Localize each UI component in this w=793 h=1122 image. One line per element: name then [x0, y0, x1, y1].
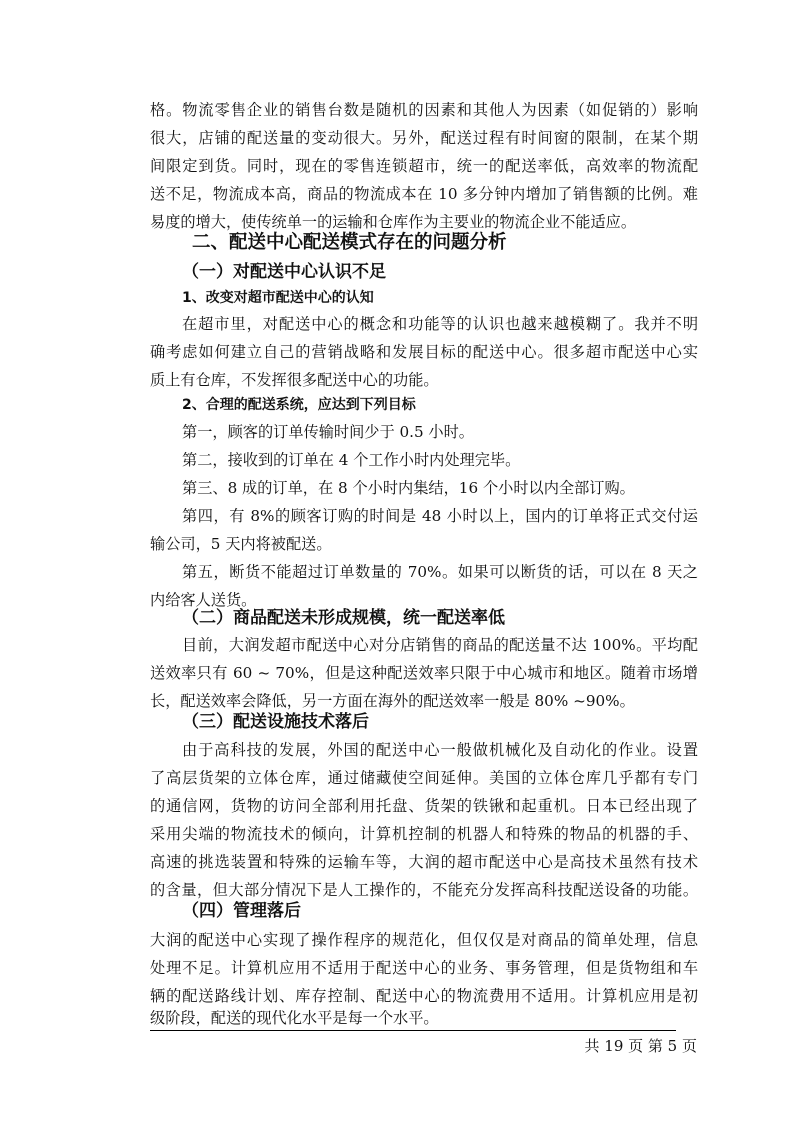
text-line: 第二，接收到的订单在 4 个工作小时内处理完毕。: [182, 451, 521, 469]
text-line: 第三、8 成的订单，在 8 个小时内集结，16 个小时以内全部订购。: [182, 479, 635, 497]
section-heading: 二、配送中心配送模式存在的问题分析: [192, 232, 507, 253]
text-line: 的通信网，货物的访问全部利用托盘、货架的铁锹和起重机。日本已经出现了: [150, 797, 698, 815]
text-line: 级阶段，配送的现代化水平是每一个水平。: [150, 1009, 439, 1027]
text-line: 第四，有 8%的顾客订购的时间是 48 小时以上，国内的订单将正式交付运: [182, 507, 698, 525]
text-line: 的含量，但大部分情况下是人工操作的，不能充分发挥高科技配送设备的功能。: [150, 881, 698, 899]
footer-rule: [150, 1030, 676, 1031]
text-line: 易度的增大，使传统单一的运输和仓库作为主要业的物流企业不能适应。: [150, 213, 636, 231]
text-line: 送效率只有 60 ~ 70%，但是这种配送效率只限于中心城市和地区。随着市场增: [150, 664, 698, 682]
item-heading: 2、合理的配送系统，应达到下列目标: [182, 397, 416, 413]
text-line: 长，配送效率会降低，另一方面在海外的配送效率一般是 80% ~90%。: [150, 692, 635, 710]
text-line: 目前，大润发超市配送中心对分店销售的商品的配送量不达 100%。平均配: [182, 636, 698, 654]
text-line: 确考虑如何建立自己的营销战略和发展目标的配送中心。很多超市配送中心实: [150, 343, 698, 361]
subsection-heading: （四）管理落后: [182, 901, 301, 921]
item-heading: 1、改变对超市配送中心的认知: [182, 290, 374, 306]
text-line: 高速的挑选装置和特殊的运输车等，大润的超市配送中心是高技术虽然有技术: [150, 853, 698, 871]
text-line: 采用尖端的物流技术的倾向，计算机控制的机器人和特殊的物品的机器的手、: [150, 825, 698, 843]
page-number: 共 19 页 第 5 页: [584, 1037, 697, 1055]
text-line: 由于高科技的发展，外国的配送中心一般做机械化及自动化的作业。设置: [182, 741, 698, 759]
text-line: 格。物流零售企业的销售台数是随机的因素和其他人为因素（如促销的）影响: [150, 101, 698, 119]
subsection-heading: （一）对配送中心认识不足: [182, 262, 386, 282]
text-line: 处理不足。计算机应用不适用于配送中心的业务、事务管理，但是货物组和车: [150, 959, 698, 977]
text-line: 输公司，5 天内将被配送。: [150, 535, 332, 553]
subsection-heading: （三）配送设施技术落后: [182, 712, 369, 732]
text-line: 间限定到货。同时，现在的零售连锁超市，统一的配送率低，高效率的物流配: [150, 157, 698, 175]
subsection-heading: （二）商品配送未形成规模，统一配送率低: [182, 608, 505, 628]
text-line: 大润的配送中心实现了操作程序的规范化，但仅仅是对商品的简单处理，信息: [150, 931, 698, 949]
text-line: 了高层货架的立体仓库，通过储藏使空间延伸。美国的立体仓库几乎都有专门: [150, 769, 698, 787]
text-line: 很大，店铺的配送量的变动很大。另外，配送过程有时间窗的限制，在某个期: [150, 129, 698, 147]
text-line: 内给客人送货。: [150, 591, 257, 609]
text-line: 第一，顾客的订单传输时间少于 0.5 小时。: [182, 423, 474, 441]
text-line: 质上有仓库，不发挥很多配送中心的功能。: [150, 371, 439, 389]
text-line: 在超市里，对配送中心的概念和功能等的认识也越来越模糊了。我并不明: [182, 315, 698, 333]
text-line: 第五，断货不能超过订单数量的 70%。如果可以断货的话，可以在 8 天之: [182, 563, 698, 581]
text-line: 辆的配送路线计划、库存控制、配送中心的物流费用不适用。计算机应用是初: [150, 987, 698, 1005]
text-line: 送不足，物流成本高，商品的物流成本在 10 多分钟内增加了销售额的比例。难: [150, 185, 698, 203]
